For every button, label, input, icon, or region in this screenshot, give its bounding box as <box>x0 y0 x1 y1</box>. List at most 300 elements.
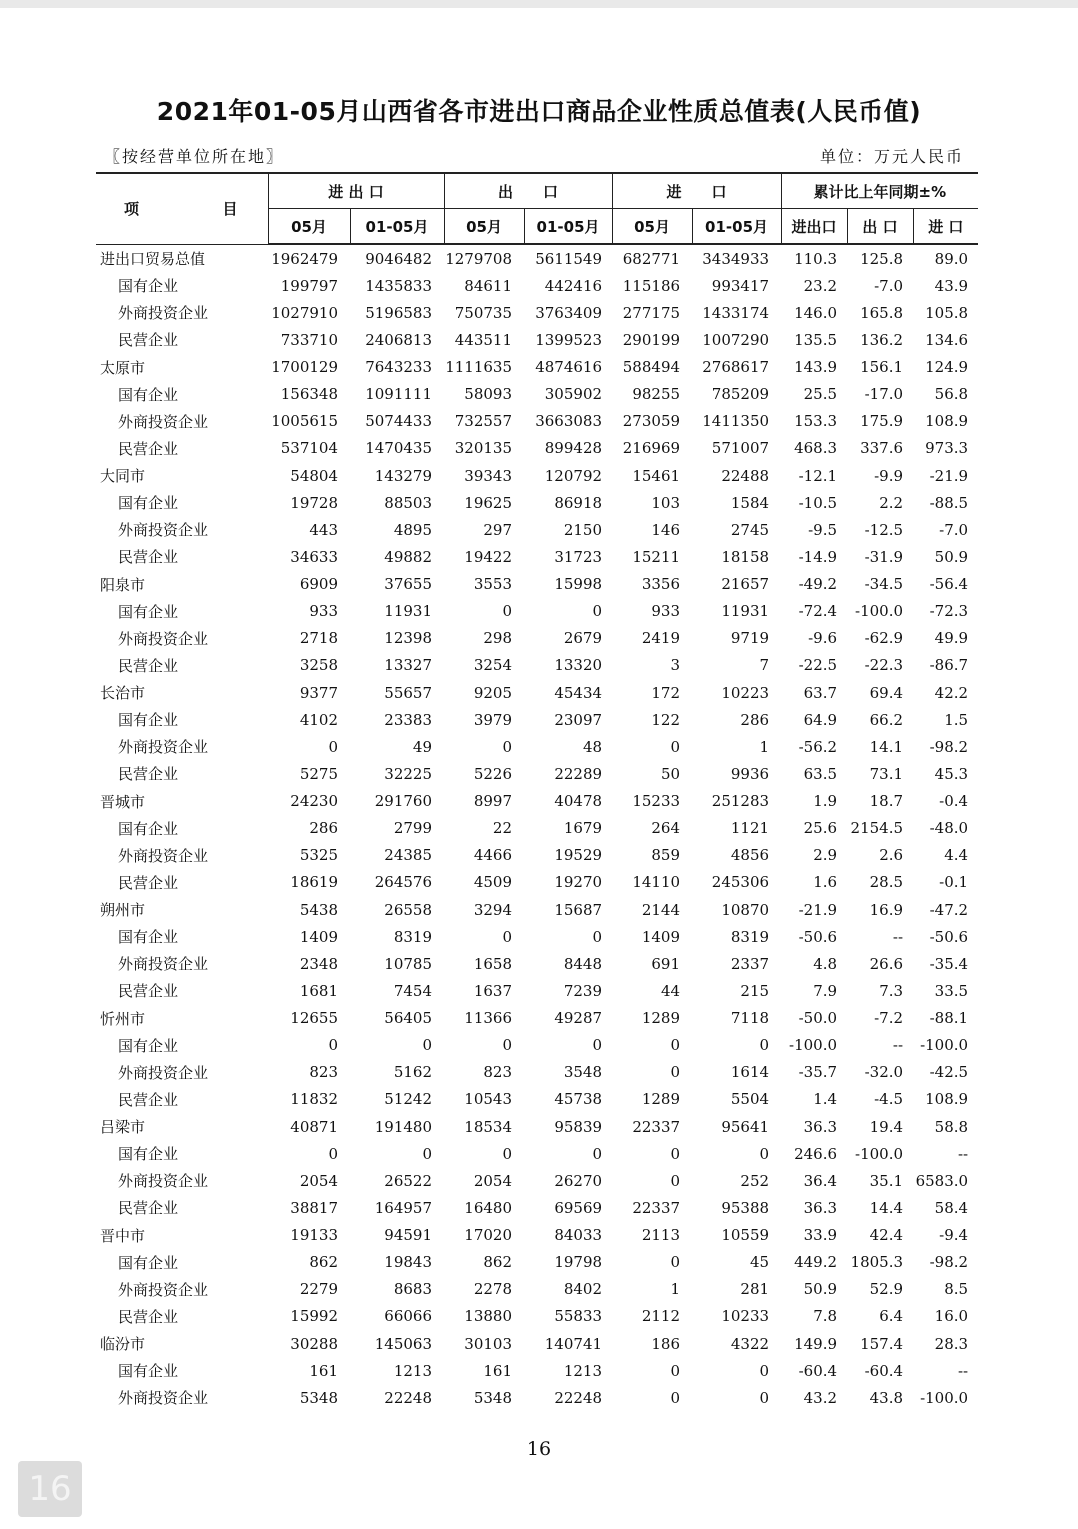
table-cell: -7.0 <box>939 520 969 539</box>
table-cell: 733710 <box>280 330 338 349</box>
table-cell: 281 <box>740 1280 770 1299</box>
table-cell: 31723 <box>554 547 603 566</box>
table-cell: 933 <box>309 602 338 621</box>
table-cell: 5438 <box>299 900 338 919</box>
table-cell: 4.4 <box>944 846 969 865</box>
table-cell: 13320 <box>554 656 603 675</box>
enterprise-type-label: 国有企业 <box>118 385 179 404</box>
table-cell: 6583.0 <box>915 1171 969 1190</box>
table-cell: 18158 <box>721 547 770 566</box>
table-cell: 164957 <box>374 1198 433 1217</box>
table-cell: 13327 <box>384 656 433 675</box>
table-cell: -100.0 <box>920 1036 969 1055</box>
table-cell: 8402 <box>563 1280 603 1299</box>
table-cell: 10559 <box>721 1226 770 1245</box>
table-cell: 21657 <box>721 575 770 594</box>
table-cell: 120792 <box>544 466 603 485</box>
table-cell: 1279708 <box>445 249 513 268</box>
unit-note: 单位：万元人民币 <box>819 147 964 166</box>
table-cell: 0 <box>502 1144 513 1163</box>
table-cell: 933 <box>651 602 681 621</box>
table-cell: 4895 <box>393 520 433 539</box>
region-label: 进出口贸易总值 <box>100 249 206 268</box>
table-cell: -49.2 <box>798 575 838 594</box>
table-row <box>96 543 978 570</box>
table-cell: 69569 <box>554 1198 603 1217</box>
table-cell: 11832 <box>290 1090 338 1109</box>
enterprise-type-label: 民营企业 <box>118 873 179 892</box>
table-row <box>96 1249 978 1276</box>
table-cell: -47.2 <box>929 900 969 919</box>
table-cell: 588494 <box>622 358 681 377</box>
table-cell: -0.4 <box>939 792 969 811</box>
table-cell: 2.2 <box>879 493 904 512</box>
table-cell: 55833 <box>554 1307 603 1326</box>
table-cell: 3548 <box>563 1063 603 1082</box>
table-cell: 49882 <box>384 547 433 566</box>
table-cell: 43.9 <box>934 276 969 295</box>
table-cell: 7643233 <box>365 358 433 377</box>
enterprise-type-label: 国有企业 <box>118 1253 179 1272</box>
table-cell: -32.0 <box>864 1063 904 1082</box>
table-cell: 0 <box>759 1361 770 1380</box>
region-label: 长治市 <box>100 684 146 703</box>
table-cell: -7.0 <box>874 276 904 295</box>
table-cell: 1679 <box>563 819 603 838</box>
table-cell: 4102 <box>299 710 338 729</box>
table-cell: 134.6 <box>925 330 969 349</box>
table-row <box>96 326 978 353</box>
table-cell: 899428 <box>544 439 603 458</box>
table-cell: 42.4 <box>869 1226 904 1245</box>
table-cell: 161 <box>309 1361 338 1380</box>
table-cell: 2337 <box>730 954 770 973</box>
table-cell: 30103 <box>464 1334 513 1353</box>
table-cell: 143279 <box>374 466 433 485</box>
table-row <box>96 381 978 408</box>
table-cell: 22488 <box>721 466 770 485</box>
table-cell: 1005615 <box>271 412 338 431</box>
table-cell: 1.4 <box>813 1090 838 1109</box>
table-cell: 0 <box>759 1036 770 1055</box>
table-cell: 7239 <box>563 981 603 1000</box>
enterprise-type-label: 外商投资企业 <box>118 629 209 648</box>
table-cell: 3 <box>670 656 681 675</box>
table-cell: 3294 <box>473 900 513 919</box>
table-row <box>96 842 978 869</box>
table-cell: 19.4 <box>869 1117 904 1136</box>
table-cell: 34633 <box>290 547 338 566</box>
table-cell: -100.0 <box>789 1036 838 1055</box>
table-cell: 26558 <box>384 900 433 919</box>
table-cell: 1470435 <box>365 439 433 458</box>
table-cell: 14.4 <box>869 1198 904 1217</box>
table-cell: 8319 <box>730 927 770 946</box>
table-cell: 5162 <box>393 1063 433 1082</box>
table-cell: 0 <box>328 1144 338 1163</box>
table-cell: 0 <box>670 1144 681 1163</box>
table-row <box>96 706 978 733</box>
table-cell: 1637 <box>473 981 513 1000</box>
table-cell: -50.0 <box>798 1009 838 1028</box>
table-cell: 18619 <box>290 873 338 892</box>
table-cell: 298 <box>483 629 513 648</box>
table-cell: 95641 <box>721 1117 770 1136</box>
table-cell: -100.0 <box>855 1144 904 1163</box>
table-cell: 2768617 <box>702 358 770 377</box>
table-cell: 823 <box>483 1063 513 1082</box>
table-cell: 49287 <box>554 1009 603 1028</box>
subcol-header: 出 口 <box>847 209 913 245</box>
table-cell: 3763409 <box>535 303 603 322</box>
table-cell: 19529 <box>554 846 603 865</box>
table-cell: 291760 <box>374 792 433 811</box>
table-cell: 25.5 <box>803 385 838 404</box>
table-cell: 4466 <box>473 846 513 865</box>
enterprise-type-label: 民营企业 <box>118 1307 179 1326</box>
table-row <box>96 462 978 489</box>
table-cell: 16.0 <box>934 1307 969 1326</box>
enterprise-type-label: 民营企业 <box>118 982 179 1001</box>
enterprise-type-label: 外商投资企业 <box>118 1280 209 1299</box>
table-cell: 9205 <box>473 683 513 702</box>
table-cell: 84033 <box>554 1226 603 1245</box>
page-title: 2021年01-05月山西省各市进出口商品企业性质总值表(人民币值) <box>156 97 922 126</box>
table-cell: 691 <box>651 954 681 973</box>
table-cell: -34.5 <box>864 575 904 594</box>
table-cell: 15998 <box>554 575 603 594</box>
basis-note: 〖按经营单位所在地〗 <box>104 147 285 166</box>
table-cell: -4.5 <box>874 1090 904 1109</box>
enterprise-type-label: 国有企业 <box>118 819 179 838</box>
table-cell: 66.2 <box>869 710 904 729</box>
table-cell: 2745 <box>730 520 770 539</box>
table-cell: 0 <box>670 1171 681 1190</box>
table-cell: 750735 <box>454 303 513 322</box>
table-cell: 23.2 <box>803 276 838 295</box>
table-cell: -22.3 <box>864 656 904 675</box>
table-cell: 19270 <box>554 873 603 892</box>
table-cell: 11931 <box>384 602 433 621</box>
table-cell: 5275 <box>299 764 338 783</box>
table-cell: 2.6 <box>879 846 904 865</box>
table-row <box>96 977 978 1004</box>
table-cell: 23097 <box>554 710 603 729</box>
table-cell: 10870 <box>721 900 770 919</box>
region-label: 阳泉市 <box>100 575 146 594</box>
subcol-header: 01-05月 <box>692 209 781 245</box>
table-cell: 5196583 <box>365 303 433 322</box>
table-row <box>96 1194 978 1221</box>
table-cell: 28.3 <box>934 1334 969 1353</box>
table-cell: 64.9 <box>803 710 838 729</box>
table-cell: -50.6 <box>798 927 838 946</box>
table-cell: 25.6 <box>803 819 838 838</box>
page-number: 16 <box>526 1438 552 1460</box>
table-cell: -48.0 <box>929 819 969 838</box>
table-cell: 7.3 <box>879 981 904 1000</box>
table-cell: 22 <box>492 819 513 838</box>
table-cell: 0 <box>502 927 513 946</box>
table-cell: -35.4 <box>929 954 969 973</box>
table-cell: 1213 <box>563 1361 603 1380</box>
table-cell: 2279 <box>299 1280 338 1299</box>
table-cell: 98255 <box>632 385 681 404</box>
table-cell: 252 <box>740 1171 770 1190</box>
table-cell: 36.3 <box>803 1117 838 1136</box>
table-cell: -14.9 <box>798 547 838 566</box>
group-header-yoy: 累计比上年同期±% <box>781 173 978 209</box>
table-cell: 9936 <box>730 764 770 783</box>
table-cell: 0 <box>670 1253 681 1272</box>
table-row <box>96 1140 978 1167</box>
enterprise-type-label: 外商投资企业 <box>118 1172 209 1191</box>
table-row <box>96 1167 978 1194</box>
table-cell: 8319 <box>393 927 433 946</box>
table-cell: 1805.3 <box>850 1253 904 1272</box>
enterprise-type-label: 国有企业 <box>118 711 179 730</box>
enterprise-type-label: 外商投资企业 <box>118 955 209 974</box>
table-cell: -88.5 <box>929 493 969 512</box>
table-cell: 2679 <box>563 629 603 648</box>
table-cell: 136.2 <box>860 330 904 349</box>
table-cell: 86918 <box>554 493 603 512</box>
table-cell: 186 <box>651 1334 681 1353</box>
enterprise-type-label: 外商投资企业 <box>118 304 209 323</box>
table-row <box>96 516 978 543</box>
table-cell: -56.2 <box>798 737 838 756</box>
enterprise-type-label: 国有企业 <box>118 277 179 296</box>
table-cell: -9.5 <box>808 520 838 539</box>
table-cell: 4.8 <box>813 954 838 973</box>
table-cell: 45 <box>749 1253 770 1272</box>
table-cell: 175.9 <box>860 412 904 431</box>
table-cell: -17.0 <box>864 385 904 404</box>
table-cell: 8683 <box>393 1280 433 1299</box>
table-cell: 19133 <box>290 1226 338 1245</box>
table-cell: 88503 <box>384 493 433 512</box>
table-cell: -100.0 <box>920 1388 969 1407</box>
table-cell: 2154.5 <box>850 819 904 838</box>
table-cell: -62.9 <box>864 629 904 648</box>
table-cell: 103 <box>651 493 681 512</box>
table-row <box>96 950 978 977</box>
table-cell: 36.3 <box>803 1198 838 1217</box>
subcol-header: 进出口 <box>781 209 847 245</box>
table-cell: -7.2 <box>874 1009 904 1028</box>
region-label: 太原市 <box>100 358 146 377</box>
table-cell: 16.9 <box>869 900 904 919</box>
enterprise-type-label: 国有企业 <box>118 494 179 513</box>
table-cell: 44 <box>660 981 681 1000</box>
table-row <box>96 299 978 326</box>
table-row <box>96 1303 978 1330</box>
enterprise-type-label: 民营企业 <box>118 548 179 567</box>
table-cell: 5348 <box>299 1388 338 1407</box>
table-cell: -88.1 <box>929 1009 969 1028</box>
table-cell: 55657 <box>384 683 433 702</box>
table-cell: 157.4 <box>860 1334 904 1353</box>
table-cell: 58.4 <box>934 1198 969 1217</box>
table-cell: 2054 <box>299 1171 338 1190</box>
table-cell: 443 <box>309 520 338 539</box>
table-cell: 2113 <box>641 1226 681 1245</box>
table-cell: 245306 <box>711 873 770 892</box>
table-cell: 277175 <box>622 303 681 322</box>
table-cell: 1614 <box>730 1063 770 1082</box>
table-cell: 1111635 <box>445 358 513 377</box>
table-row <box>96 1357 978 1384</box>
table-cell: 7.8 <box>813 1307 838 1326</box>
subcol-header: 01-05月 <box>350 209 444 245</box>
table-cell: 89.0 <box>934 249 969 268</box>
table-cell: 153.3 <box>794 412 838 431</box>
table-cell: 161 <box>483 1361 513 1380</box>
table-cell: 191480 <box>374 1117 433 1136</box>
table-row <box>96 1222 978 1249</box>
table-cell: 14.1 <box>869 737 904 756</box>
enterprise-type-label: 外商投资企业 <box>118 1063 209 1082</box>
table-cell: 8448 <box>563 954 603 973</box>
table-cell: 0 <box>670 1036 681 1055</box>
table-cell: 3258 <box>299 656 338 675</box>
table-cell: 199797 <box>280 276 338 295</box>
table-cell: 15992 <box>290 1307 338 1326</box>
table-cell: 1409 <box>299 927 338 946</box>
table-body <box>96 244 978 1411</box>
table-row <box>96 1059 978 1086</box>
table-cell: 8997 <box>473 792 513 811</box>
table-cell: 0 <box>759 1144 770 1163</box>
table-cell: 105.8 <box>925 303 969 322</box>
enterprise-type-label: 外商投资企业 <box>118 521 209 540</box>
table-cell: 115186 <box>622 276 681 295</box>
table-row <box>96 652 978 679</box>
group-header-export: 出 口 <box>444 173 612 209</box>
table-cell: 22337 <box>632 1117 681 1136</box>
table-cell: 5348 <box>473 1388 513 1407</box>
table-cell: 215 <box>740 981 770 1000</box>
table-row <box>96 354 978 381</box>
table-cell: 8.5 <box>944 1280 969 1299</box>
table-cell: 1584 <box>730 493 770 512</box>
table-cell: -9.4 <box>939 1226 969 1245</box>
table-cell: 38817 <box>290 1198 338 1217</box>
table-cell: 33.9 <box>803 1226 838 1245</box>
table-cell: 125.8 <box>860 249 904 268</box>
table-cell: 5074433 <box>365 412 433 431</box>
subcol-header: 进 口 <box>913 209 978 245</box>
table-cell: 16480 <box>464 1198 513 1217</box>
table-cell: 10233 <box>721 1307 770 1326</box>
table-cell: 443511 <box>454 330 513 349</box>
table-cell: 2718 <box>299 629 338 648</box>
region-label: 朔州市 <box>100 901 146 920</box>
table-cell: 13880 <box>464 1307 513 1326</box>
table-cell: 18.7 <box>869 792 904 811</box>
table-cell: 26522 <box>384 1171 433 1190</box>
table-cell: 7454 <box>393 981 433 1000</box>
item-header-a: 项 <box>124 200 140 219</box>
table-cell: 10543 <box>464 1090 513 1109</box>
table-cell: -21.9 <box>929 466 969 485</box>
table-cell: 156.1 <box>860 358 904 377</box>
table-row <box>96 1005 978 1032</box>
table-cell: -50.6 <box>929 927 969 946</box>
table-cell: 785209 <box>711 385 770 404</box>
table-cell: 108.9 <box>925 412 969 431</box>
table-cell: 26.6 <box>869 954 904 973</box>
table-cell: 42.2 <box>934 683 969 702</box>
table-cell: 1289 <box>641 1090 681 1109</box>
table-cell: 37655 <box>384 575 433 594</box>
table-cell: 1411350 <box>702 412 770 431</box>
top-bar <box>0 0 1078 8</box>
table-cell: 145063 <box>374 1334 433 1353</box>
table-row <box>96 1330 978 1357</box>
group-header-import: 进 口 <box>612 173 781 209</box>
table-cell: 45.3 <box>934 764 969 783</box>
table-cell: -- <box>892 1036 904 1055</box>
table-cell: 264576 <box>374 873 433 892</box>
table-cell: 2419 <box>641 629 681 648</box>
table-row <box>96 788 978 815</box>
enterprise-type-label: 民营企业 <box>118 1199 179 1218</box>
table-cell: 12398 <box>384 629 433 648</box>
table-cell: 3979 <box>473 710 513 729</box>
table-cell: 73.1 <box>869 764 904 783</box>
table-cell: 823 <box>309 1063 338 1082</box>
table-cell: 22337 <box>632 1198 681 1217</box>
table-cell: 94591 <box>384 1226 433 1245</box>
table-cell: 1962479 <box>271 249 338 268</box>
enterprise-type-label: 外商投资企业 <box>118 846 209 865</box>
table-cell: 862 <box>309 1253 338 1272</box>
table-cell: 84611 <box>464 276 513 295</box>
enterprise-type-label: 民营企业 <box>118 439 179 458</box>
table-cell: 7118 <box>730 1009 770 1028</box>
table-cell: 4509 <box>473 873 513 892</box>
table-cell: 43.8 <box>869 1388 904 1407</box>
table-cell: 19728 <box>290 493 338 512</box>
enterprise-type-label: 外商投资企业 <box>118 1389 209 1408</box>
table-row <box>96 733 978 760</box>
table-cell: 50.9 <box>803 1280 838 1299</box>
table-cell: 2348 <box>299 954 338 973</box>
table-cell: 1 <box>670 1280 681 1299</box>
table-cell: -60.4 <box>798 1361 838 1380</box>
table-cell: 22248 <box>554 1388 603 1407</box>
table-row <box>96 1086 978 1113</box>
table-cell: 54804 <box>290 466 338 485</box>
table-row <box>96 272 978 299</box>
table-cell: 56.8 <box>934 385 969 404</box>
table-row <box>96 896 978 923</box>
trade-table <box>96 172 978 1411</box>
table-cell: 1681 <box>299 981 338 1000</box>
table-cell: -21.9 <box>798 900 838 919</box>
table-cell: 290199 <box>622 330 681 349</box>
table-cell: 4874616 <box>535 358 603 377</box>
table-cell: -72.3 <box>929 602 969 621</box>
table-cell: 11931 <box>721 602 770 621</box>
table-cell: 4856 <box>730 846 770 865</box>
table-cell: 9377 <box>299 683 338 702</box>
table-cell: 10223 <box>721 683 770 702</box>
table-cell: 149.9 <box>794 1334 838 1353</box>
table-cell: -60.4 <box>864 1361 904 1380</box>
table-cell: -86.7 <box>929 656 969 675</box>
